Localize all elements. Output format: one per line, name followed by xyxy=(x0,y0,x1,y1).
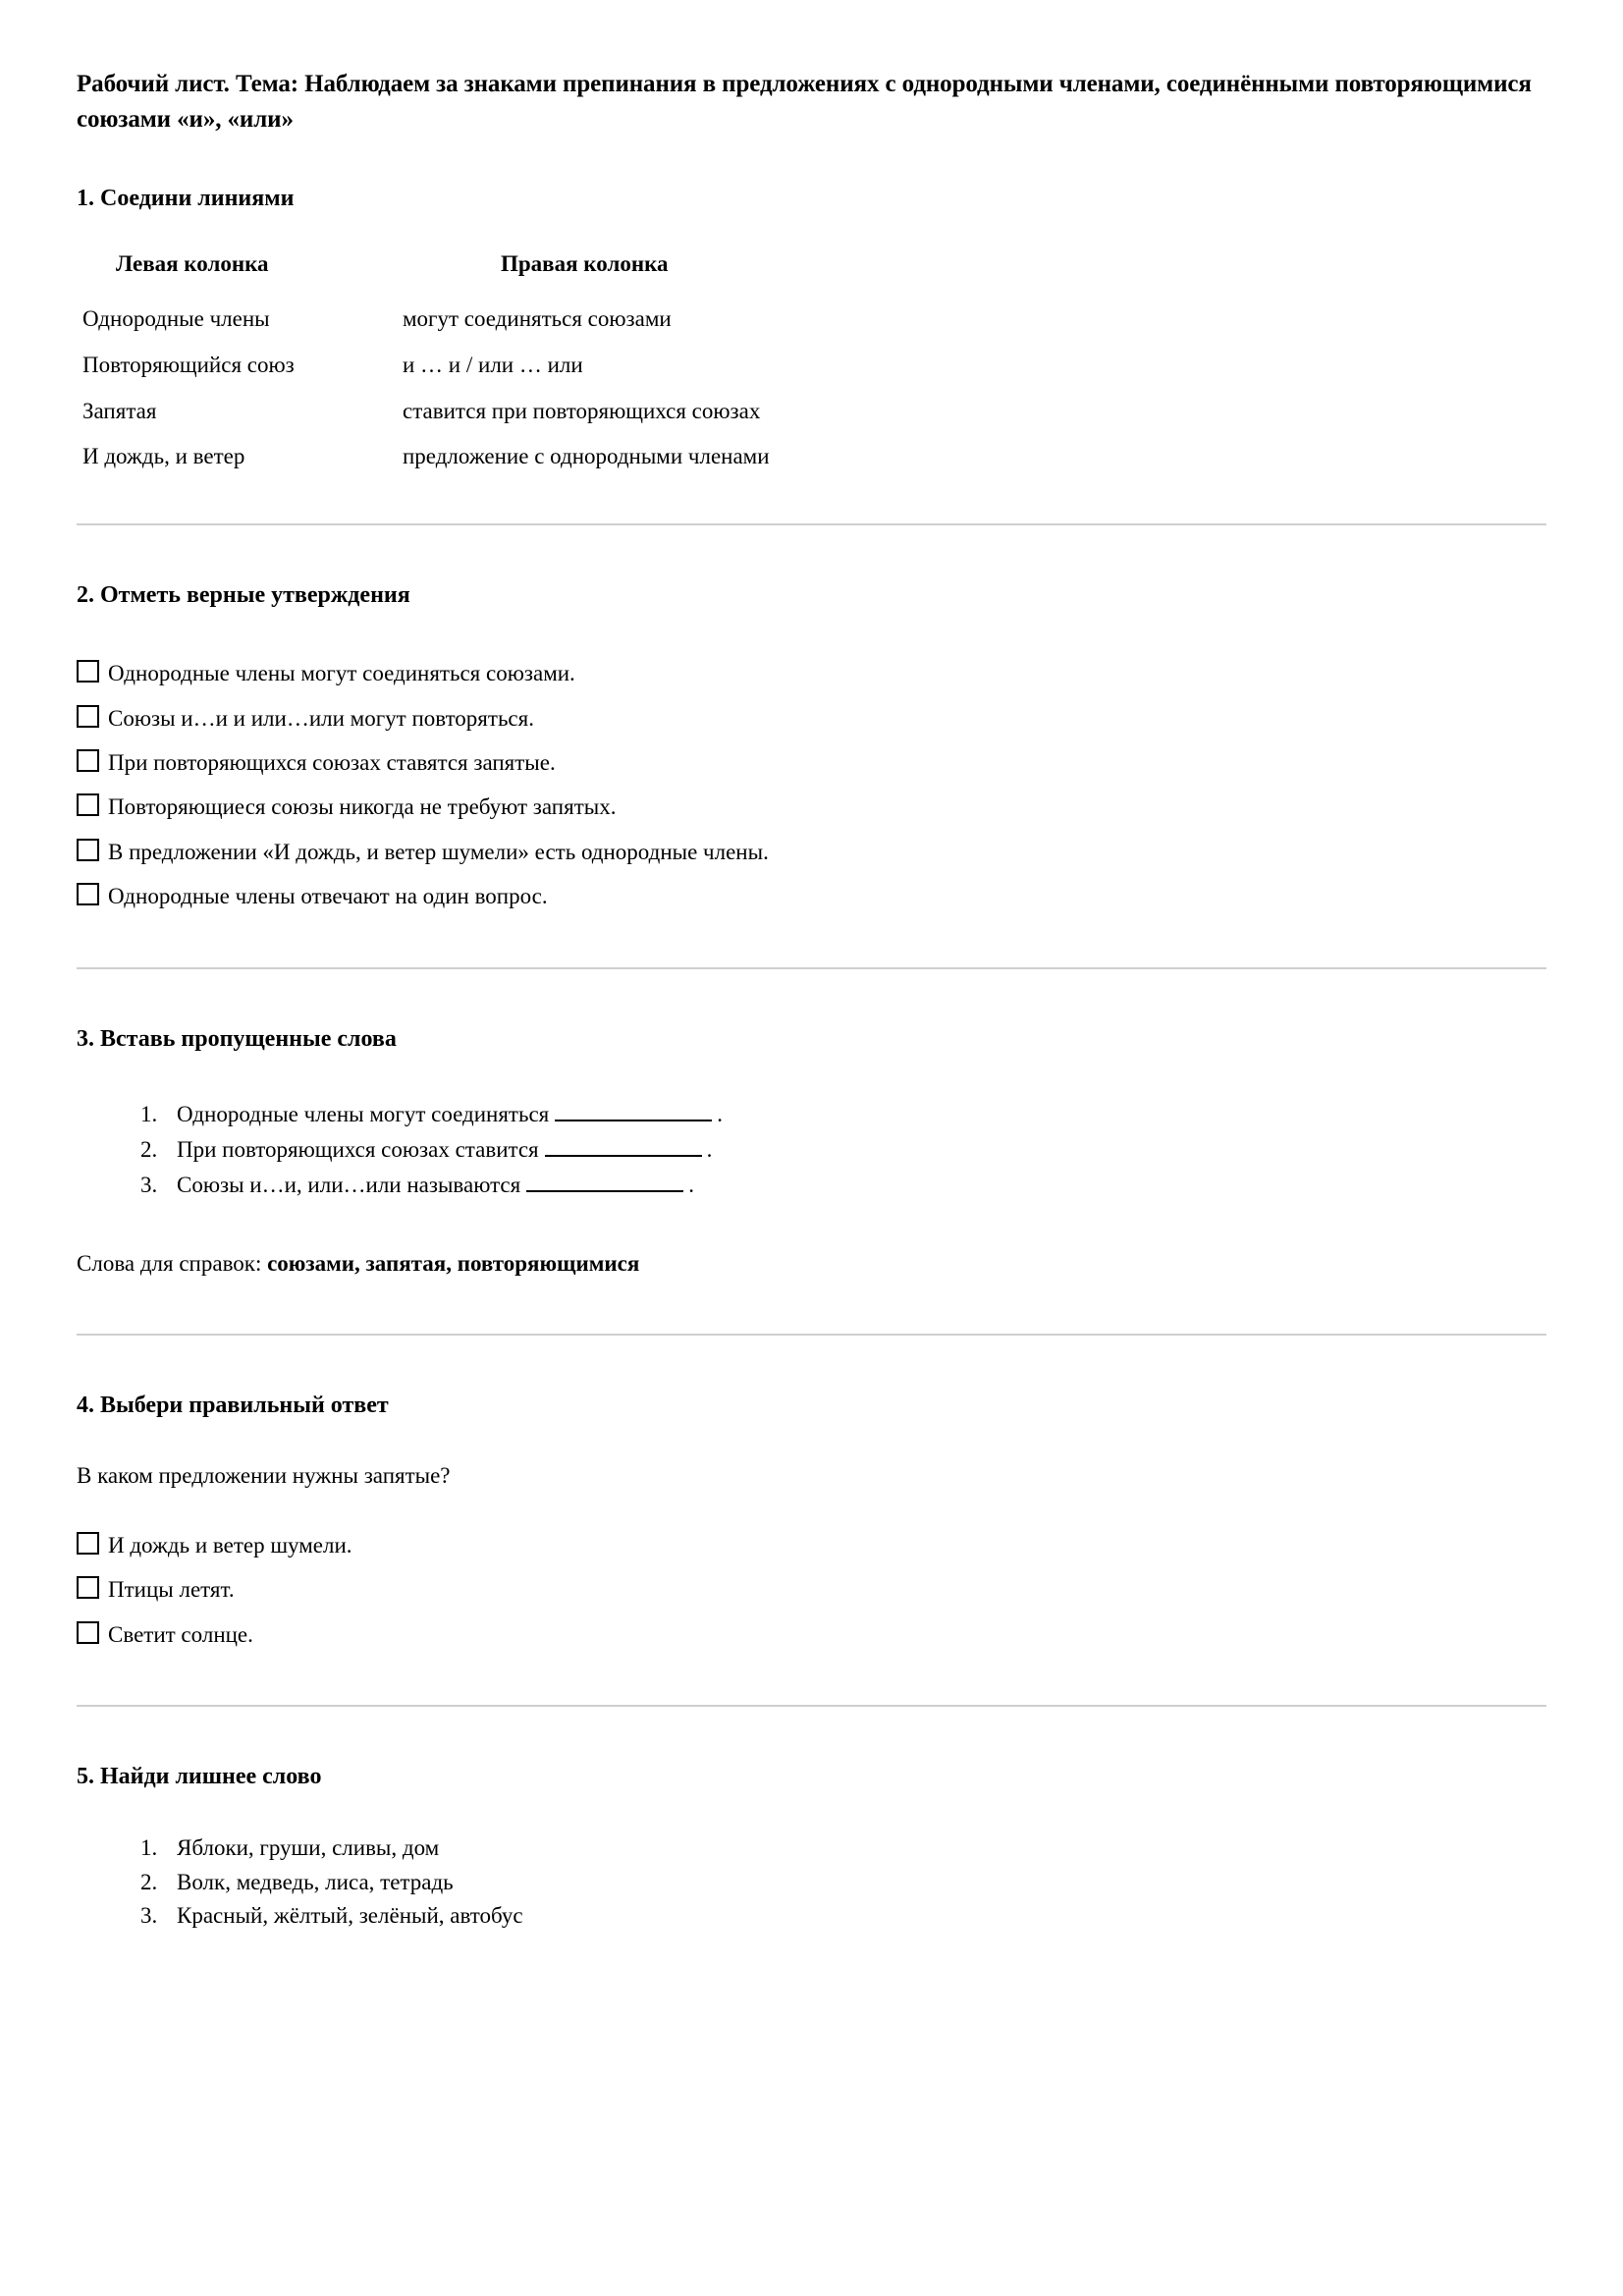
checkbox-icon[interactable] xyxy=(77,1621,99,1644)
section-5-heading: 5. Найди лишнее слово xyxy=(77,1764,322,1790)
list-item[interactable] xyxy=(77,747,1546,778)
list-item[interactable] xyxy=(77,1530,1546,1560)
blank-sentence-before: Союзы и…и, или…или называются xyxy=(177,1173,521,1198)
list-item[interactable] xyxy=(77,658,1546,688)
statement-label: При повторяющихся союзах ставятся запятые. xyxy=(108,750,556,776)
table-header-row xyxy=(82,251,770,297)
column-header-left: Левая колонка xyxy=(116,251,269,277)
match-right-item[interactable]: ставится при повторяющихся союзах xyxy=(403,398,761,423)
statements-checkbox-list xyxy=(77,658,1546,911)
checkbox-icon[interactable] xyxy=(77,1532,99,1555)
match-columns-table xyxy=(82,251,770,480)
blank-input-line[interactable] xyxy=(526,1174,683,1192)
section-match-lines xyxy=(77,184,1546,480)
column-header-right: Правая колонка xyxy=(501,251,669,277)
list-item[interactable] xyxy=(77,1619,1546,1650)
question-text: В каком предложении нужны запятые? xyxy=(77,1462,451,1488)
statement-label: Однородные члены могут соединяться союзами. xyxy=(108,661,575,686)
page-title: Рабочий лист. Тема: Наблюдаем за знаками препинания в предложениях с однородными членами, соединёнными повторяющимися союзами «и», «или» xyxy=(77,71,1532,133)
list-item[interactable]: 3. Красный, жёлтый, зелёный, автобус xyxy=(163,1899,1546,1932)
statement-label: Союзы и…и и или…или могут повторяться. xyxy=(108,705,534,731)
section-1-heading: 1. Соедини линиями xyxy=(77,186,295,211)
reference-words-label: Слова для справок: xyxy=(77,1250,268,1276)
list-item[interactable] xyxy=(77,881,1546,911)
table-row[interactable] xyxy=(82,343,770,389)
reference-words-values: союзами, запятая, повторяющимися xyxy=(267,1250,640,1276)
section-choose-answer xyxy=(77,1391,1546,1650)
match-right-item[interactable]: и … и / или … или xyxy=(403,352,583,377)
match-right-item[interactable]: могут соединяться союзами xyxy=(403,306,672,332)
match-left-item[interactable]: И дождь, и ветер xyxy=(82,444,245,469)
table-row[interactable] xyxy=(82,389,770,435)
checkbox-icon[interactable] xyxy=(77,883,99,905)
list-item xyxy=(163,1169,1546,1201)
statement-label: Повторяющиеся союзы никогда не требуют запятых. xyxy=(108,794,617,820)
blank-input-line[interactable] xyxy=(555,1103,712,1121)
option-label: И дождь и ветер шумели. xyxy=(108,1533,352,1558)
list-item[interactable] xyxy=(77,837,1546,867)
match-right-item[interactable]: предложение с однородными членами xyxy=(403,444,770,469)
match-left-item[interactable]: Повторяющийся союз xyxy=(82,352,295,377)
list-item[interactable] xyxy=(77,792,1546,822)
list-item[interactable]: 1. Яблоки, груши, сливы, дом xyxy=(163,1831,1546,1864)
list-item xyxy=(163,1133,1546,1166)
match-left-item[interactable]: Запятая xyxy=(82,398,157,423)
option-label: Птицы летят. xyxy=(108,1577,235,1603)
option-label: Светит солнце. xyxy=(108,1621,253,1647)
blank-sentence-after: . xyxy=(717,1101,724,1126)
list-item xyxy=(163,1098,1546,1130)
blank-sentence-before: При повторяющихся союзах ставится xyxy=(177,1137,539,1163)
checkbox-icon[interactable] xyxy=(77,1576,99,1599)
blank-sentence-after: . xyxy=(706,1137,713,1163)
checkbox-icon[interactable] xyxy=(77,660,99,683)
blank-sentence-after: . xyxy=(688,1173,694,1198)
section-true-statements xyxy=(77,580,1546,911)
statement-label: В предложении «И дождь, и ветер шумели» есть однородные члены. xyxy=(108,839,769,864)
checkbox-icon[interactable] xyxy=(77,793,99,816)
statement-label: Однородные члены отвечают на один вопрос. xyxy=(108,884,548,909)
section-4-heading: 4. Выбери правильный ответ xyxy=(77,1392,389,1418)
fill-blanks-list xyxy=(77,1098,1546,1202)
odd-word-list xyxy=(77,1831,1546,1932)
table-row[interactable] xyxy=(82,434,770,480)
section-find-odd-word xyxy=(77,1762,1546,1932)
section-fill-blanks xyxy=(77,1024,1546,1279)
section-2-heading: 2. Отметь верные утверждения xyxy=(77,582,410,609)
section-3-heading: 3. Вставь пропущенные слова xyxy=(77,1025,397,1052)
reference-words xyxy=(77,1248,1546,1279)
match-left-item[interactable]: Однородные члены xyxy=(82,306,270,332)
answer-options-list xyxy=(77,1530,1546,1650)
list-item[interactable] xyxy=(77,703,1546,734)
blank-input-line[interactable] xyxy=(545,1138,702,1157)
blank-sentence-before: Однородные члены могут соединяться xyxy=(177,1101,550,1126)
checkbox-icon[interactable] xyxy=(77,749,99,772)
table-row[interactable] xyxy=(82,297,770,343)
checkbox-icon[interactable] xyxy=(77,705,99,728)
list-item[interactable] xyxy=(77,1574,1546,1605)
checkbox-icon[interactable] xyxy=(77,839,99,861)
list-item[interactable]: 2. Волк, медведь, лиса, тетрадь xyxy=(163,1866,1546,1898)
